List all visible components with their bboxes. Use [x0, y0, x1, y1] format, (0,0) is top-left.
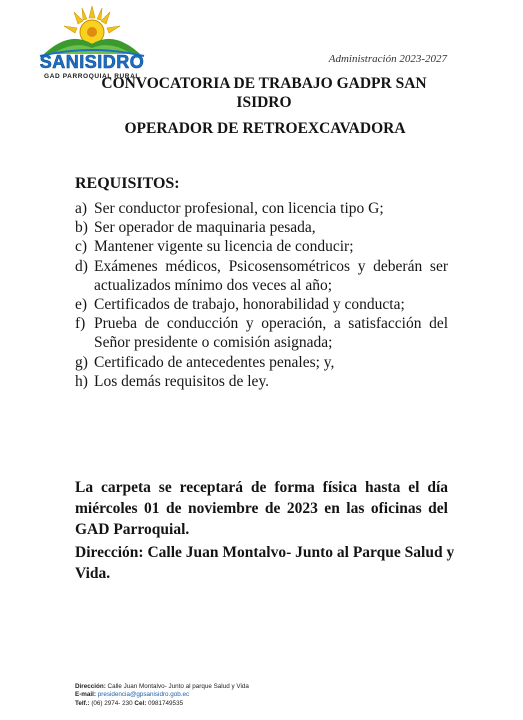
list-item — [75, 199, 448, 218]
logo-title: SANISIDRO — [39, 52, 145, 72]
list-marker: a) — [75, 200, 88, 217]
list-item-text: Ser operador de maquinaria pesada, — [94, 219, 316, 237]
list-item — [75, 295, 448, 314]
footer-address-label: Dirección: — [75, 683, 106, 690]
footer-phone-value: (06) 2974- 230 — [89, 699, 135, 707]
footer-email-label: E-mail: — [75, 691, 96, 699]
list-item-text: Ser conductor profesional, con licencia tipo G; — [94, 200, 384, 217]
administration-period: Administración 2023-2027 — [328, 53, 447, 65]
logo-subtitle: GAD PARROQUIAL RURAL — [44, 73, 140, 80]
requirements-heading: REQUISITOS: — [75, 175, 180, 192]
list-item — [75, 218, 448, 237]
list-marker: g) — [75, 353, 88, 371]
page-subtitle: OPERADOR DE RETROEXCAVADORA — [124, 120, 406, 137]
list-item-text: Prueba de conducción y operación, a satisfacción del Señor presidente o comisión asignada; — [94, 315, 448, 352]
list-item — [75, 314, 448, 352]
list-marker: h) — [75, 372, 88, 390]
submission-notice: La carpeta se receptará de forma física hasta el día miércoles 01 de noviembre de 2023 en las oficinas del GAD Parroquial. — [75, 479, 448, 538]
list-item-text: Certificados de trabajo, honorabilidad y conducta; — [94, 296, 405, 314]
list-item-text: Certificado de antecedentes penales; y, — [94, 353, 335, 371]
footer-address-line — [75, 683, 375, 691]
footer-cell-value: 0981749535 — [146, 699, 184, 707]
list-marker: c) — [75, 238, 88, 256]
list-item-text: Mantener vigente su licencia de conducir; — [94, 238, 354, 256]
list-marker: e) — [75, 296, 88, 314]
list-item — [75, 372, 448, 391]
page-title: CONVOCATORIA DE TRABAJO GADPR SAN ISIDRO — [101, 75, 427, 111]
list-item — [75, 237, 448, 256]
footer-contact — [75, 683, 375, 708]
footer-email-line — [75, 691, 375, 699]
footer-address-value: Calle Juan Montalvo- Junto al parque Salud y Vida — [105, 683, 249, 690]
list-item — [75, 257, 448, 295]
requirements-list — [75, 199, 448, 391]
list-marker: d) — [75, 257, 88, 275]
footer-email-link[interactable]: presidencia@gpsanisidro.gob.ec — [96, 691, 190, 699]
list-marker: f) — [75, 315, 86, 333]
list-marker: b) — [75, 219, 88, 237]
office-address: Dirección: Calle Juan Montalvo- Junto al Parque Salud y Vida. — [75, 544, 455, 582]
footer-phone-label: Telf.: — [75, 699, 90, 707]
footer-cell-label: Cel: — [134, 699, 147, 707]
list-item-text: Los demás requisitos de ley. — [94, 372, 270, 390]
list-item — [75, 353, 448, 372]
footer-phone-line — [75, 700, 375, 708]
list-item-text: Exámenes médicos, Psicosensométricos y deberán ser actualizados mínimo dos veces al año; — [94, 257, 448, 294]
